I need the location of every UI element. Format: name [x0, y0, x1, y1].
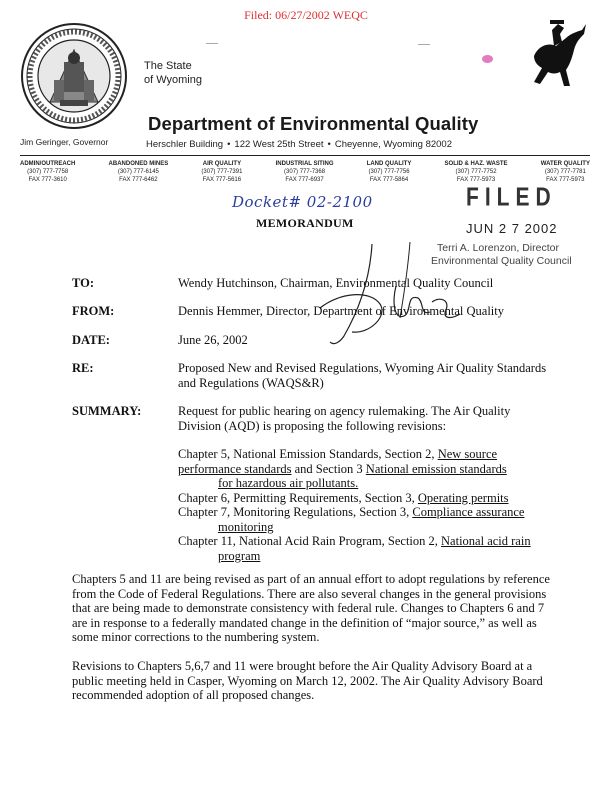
bullet: • [227, 139, 231, 150]
governor-name: Jim Geringer, Governor [20, 137, 109, 147]
filed-date: JUN 2 7 2002 [466, 221, 558, 236]
division: INDUSTRIAL SITING (307) 777-7368 FAX 777-6937 [275, 161, 334, 183]
division: LAND QUALITY (307) 777-7756 FAX 777-5864 [366, 161, 412, 183]
from-label: FROM: [72, 304, 115, 318]
bucking-horse-icon [526, 16, 590, 90]
address-line [146, 139, 452, 150]
department-title: Department of Environmental Quality [148, 113, 479, 134]
memo-title: MEMORANDUM [256, 216, 354, 230]
docket-number: Docket# 02-2100 [232, 193, 373, 211]
chapter-link: Compliance assurance [412, 505, 525, 519]
scan-mark [206, 43, 218, 44]
filed-stamp: FILED [466, 183, 557, 212]
chapter-6: Chapter 6, Permitting Requirements, Section 3, Operating permits [178, 490, 509, 505]
bullet: • [327, 139, 331, 150]
address-street: 122 West 25th Street [234, 139, 324, 150]
from-value: Dennis Hemmer, Director, Department of Environmental Quality [178, 304, 504, 318]
state-line-1: The State [144, 60, 192, 72]
filed-stamp-top: Filed: 06/27/2002 WEQC [244, 8, 368, 22]
chapter-link: Operating permits [417, 490, 509, 505]
division: AIR QUALITY (307) 777-7391 FAX 777-5616 [201, 161, 243, 183]
re-value: Proposed New and Revised Regulations, Wyoming Air Quality Standards and Regulations (WAQS&R) [178, 361, 547, 390]
chapter-link: program [218, 548, 261, 563]
chapter-link: monitoring [218, 519, 274, 534]
chapter-11: Chapter 11, National Acid Rain Program, Section 2, National acid rain program [178, 534, 531, 563]
chapter-link: National acid rain [441, 534, 531, 548]
wyoming-seal-icon [20, 22, 128, 130]
division-contacts [20, 160, 590, 184]
to-label: TO: [72, 276, 94, 290]
header-rule [20, 155, 590, 156]
to-value: Wendy Hutchinson, Chairman, Environmental Quality Council [178, 276, 494, 290]
division: SOLID & HAZ. WASTE (307) 777-7752 FAX 777-5973 [444, 161, 508, 183]
chapter-5: Chapter 5, National Emission Standards, Section 2, New source performance standards and Section 3 National emission standards for hazardous air pollutants. [178, 447, 507, 490]
chapter-7: Chapter 7, Monitoring Regulations, Section 3, Compliance assurance monitoring [178, 505, 525, 534]
state-line-2: of Wyoming [144, 74, 202, 86]
date-value: June 26, 2002 [178, 333, 248, 347]
division: ABANDONED MINES (307) 777-6145 FAX 777-6462 [108, 161, 169, 183]
address-city: Cheyenne, Wyoming 82002 [334, 139, 452, 150]
chapter-list [178, 447, 558, 563]
division: ADMIN/OUTREACH (307) 777-7758 FAX 777-3610 [20, 161, 76, 183]
signature-icon [300, 238, 470, 368]
re-label: RE: [72, 361, 94, 375]
date-label: DATE: [72, 333, 110, 347]
address-building: Herschler Building [146, 139, 224, 150]
chapter-link: National emission standards [365, 461, 507, 476]
paragraph-1: Chapters 5 and 11 are being revised as part of an annual effort to adopt regulations by reference from the Code of Federal Regulations. There are also several changes in the general provisions that are being made to demonstrate consistency with federal rule. Changes to Chapters 6 and 7 are in response to a federally mandated change in the definition of “major source,” as well as some minor corrections to the numbering system. [72, 572, 550, 644]
scan-mark [418, 44, 430, 45]
paragraph-2: Revisions to Chapters 5,6,7 and 11 were brought before the Air Quality Advisory Board at a public meeting held in Casper, Wyoming on March 12, 2002. The Air Quality Advisory Board recommended adoption of all proposed changes. [72, 659, 543, 702]
summary-value: Request for public hearing on agency rulemaking. The Air Quality Division (AQD) is proposing the following revisions: [178, 404, 511, 433]
chapter-link: for hazardous air pollutants. [218, 476, 359, 490]
division: WATER QUALITY (307) 777-7781 FAX 777-5973 [540, 161, 590, 183]
chapter-link: New source performance standards [178, 447, 498, 476]
pink-mark [482, 55, 493, 63]
lorenzon-line-1: Terri A. Lorenzon, Director [437, 242, 559, 254]
lorenzon-line-2: Environmental Quality Council [431, 255, 572, 267]
summary-label: SUMMARY: [72, 404, 142, 418]
